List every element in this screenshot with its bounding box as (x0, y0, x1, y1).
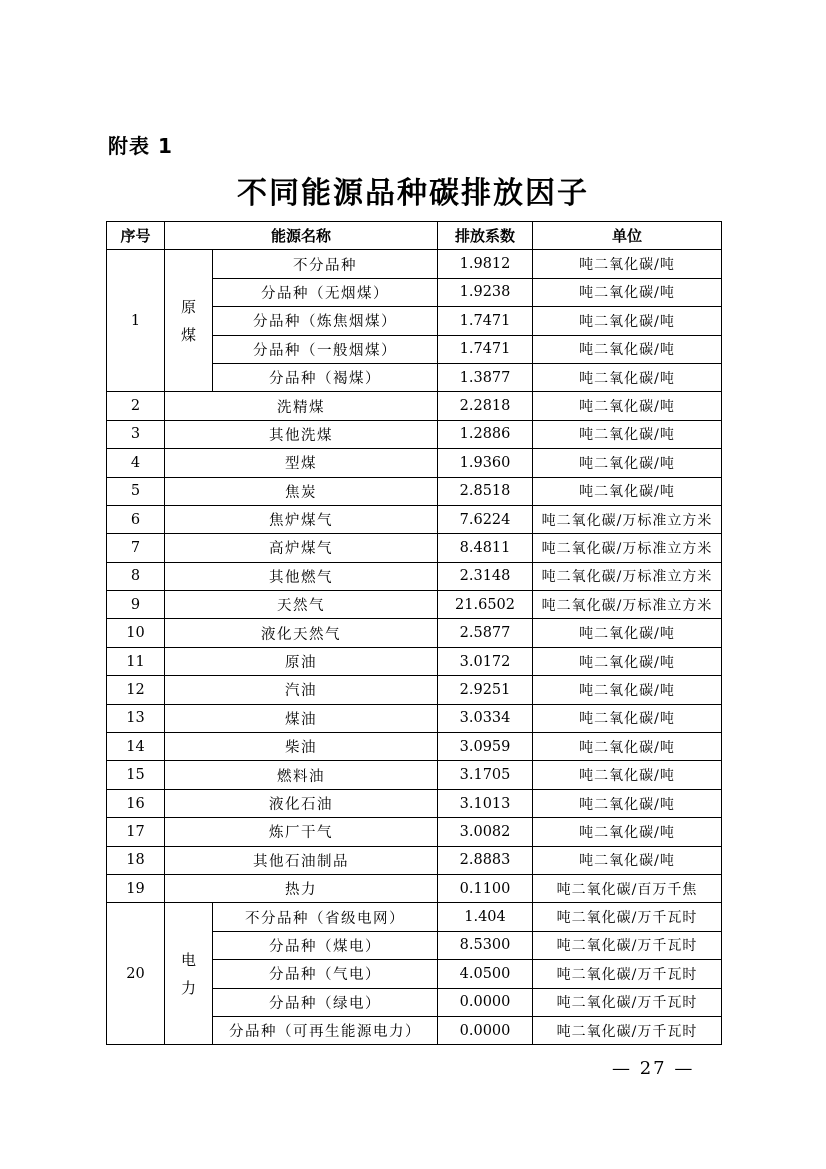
table-row (107, 619, 722, 647)
row-no: 5 (107, 477, 165, 505)
row-no: 3 (107, 420, 165, 448)
unit: 吨二氧化碳/吨 (533, 250, 722, 278)
energy-name: 其他石油制品 (165, 846, 438, 874)
emission-factor: 2.2818 (438, 392, 533, 420)
unit: 吨二氧化碳/万标准立方米 (533, 534, 722, 562)
emission-factor: 3.1705 (438, 761, 533, 789)
row-no: 15 (107, 761, 165, 789)
row-no: 12 (107, 676, 165, 704)
energy-name: 不分品种 (213, 250, 438, 278)
unit: 吨二氧化碳/万标准立方米 (533, 562, 722, 590)
unit: 吨二氧化碳/万千瓦时 (533, 1016, 722, 1044)
table-row (107, 647, 722, 675)
unit: 吨二氧化碳/万千瓦时 (533, 931, 722, 959)
category-raw-coal: 原 煤 (165, 250, 213, 392)
unit: 吨二氧化碳/吨 (533, 307, 722, 335)
emission-factor: 1.3877 (438, 363, 533, 391)
unit: 吨二氧化碳/万千瓦时 (533, 903, 722, 931)
unit: 吨二氧化碳/万标准立方米 (533, 505, 722, 533)
emission-factor: 0.0000 (438, 988, 533, 1016)
row-no: 20 (107, 903, 165, 1045)
category-electricity: 电 力 (165, 903, 213, 1045)
table-row (107, 449, 722, 477)
table-row (107, 250, 722, 278)
energy-name: 分品种（绿电） (213, 988, 438, 1016)
emission-factor: 3.0082 (438, 818, 533, 846)
unit: 吨二氧化碳/吨 (533, 789, 722, 817)
page-number: — 27 — (612, 1058, 695, 1079)
table-row (107, 846, 722, 874)
energy-name: 原油 (165, 647, 438, 675)
energy-name: 型煤 (165, 449, 438, 477)
unit: 吨二氧化碳/吨 (533, 477, 722, 505)
unit: 吨二氧化碳/吨 (533, 392, 722, 420)
table-row (107, 477, 722, 505)
row-no: 4 (107, 449, 165, 477)
energy-name: 天然气 (165, 591, 438, 619)
page-title: 不同能源品种碳排放因子 (237, 176, 589, 211)
table-row (107, 818, 722, 846)
table-row (107, 761, 722, 789)
emission-factor: 4.0500 (438, 960, 533, 988)
energy-name: 分品种（一般烟煤） (213, 335, 438, 363)
energy-name: 分品种（褐煤） (213, 363, 438, 391)
energy-name: 其他洗煤 (165, 420, 438, 448)
table-header-row (107, 222, 722, 250)
unit: 吨二氧化碳/万千瓦时 (533, 988, 722, 1016)
header-unit: 单位 (533, 222, 722, 250)
row-no: 6 (107, 505, 165, 533)
energy-name: 分品种（煤电） (213, 931, 438, 959)
row-no: 18 (107, 846, 165, 874)
unit: 吨二氧化碳/万千瓦时 (533, 960, 722, 988)
emission-factor: 1.9238 (438, 278, 533, 306)
unit: 吨二氧化碳/吨 (533, 619, 722, 647)
unit: 吨二氧化碳/吨 (533, 363, 722, 391)
table-row (107, 903, 722, 931)
row-no: 2 (107, 392, 165, 420)
table-row (107, 874, 722, 902)
unit: 吨二氧化碳/吨 (533, 335, 722, 363)
energy-name: 炼厂干气 (165, 818, 438, 846)
emission-factor: 2.5877 (438, 619, 533, 647)
emission-factor: 2.8518 (438, 477, 533, 505)
row-no: 9 (107, 591, 165, 619)
energy-name: 不分品种（省级电网） (213, 903, 438, 931)
table-row (107, 505, 722, 533)
emission-factor: 7.6224 (438, 505, 533, 533)
emission-factor: 0.1100 (438, 874, 533, 902)
emission-factor: 3.0334 (438, 704, 533, 732)
unit: 吨二氧化碳/吨 (533, 733, 722, 761)
table-row (107, 420, 722, 448)
unit: 吨二氧化碳/吨 (533, 846, 722, 874)
energy-name: 洗精煤 (165, 392, 438, 420)
unit: 吨二氧化碳/万标准立方米 (533, 591, 722, 619)
unit: 吨二氧化碳/吨 (533, 449, 722, 477)
unit: 吨二氧化碳/吨 (533, 761, 722, 789)
table-row (107, 392, 722, 420)
row-no: 1 (107, 250, 165, 392)
header-no: 序号 (107, 222, 165, 250)
row-no: 10 (107, 619, 165, 647)
emission-factor: 1.2886 (438, 420, 533, 448)
row-no: 8 (107, 562, 165, 590)
emission-factor: 8.5300 (438, 931, 533, 959)
unit: 吨二氧化碳/吨 (533, 676, 722, 704)
energy-name: 燃料油 (165, 761, 438, 789)
energy-name: 高炉煤气 (165, 534, 438, 562)
emission-factor: 1.7471 (438, 307, 533, 335)
energy-name: 焦炉煤气 (165, 505, 438, 533)
energy-name: 汽油 (165, 676, 438, 704)
energy-name: 液化石油 (165, 789, 438, 817)
unit: 吨二氧化碳/吨 (533, 420, 722, 448)
emission-factor: 2.8883 (438, 846, 533, 874)
row-no: 13 (107, 704, 165, 732)
table-row (107, 562, 722, 590)
energy-name: 分品种（炼焦烟煤） (213, 307, 438, 335)
row-no: 19 (107, 874, 165, 902)
unit: 吨二氧化碳/吨 (533, 704, 722, 732)
table-row (107, 591, 722, 619)
emission-factor: 21.6502 (438, 591, 533, 619)
energy-name: 分品种（气电） (213, 960, 438, 988)
energy-name: 液化天然气 (165, 619, 438, 647)
emission-factor: 1.9360 (438, 449, 533, 477)
row-no: 7 (107, 534, 165, 562)
energy-name: 焦炭 (165, 477, 438, 505)
emission-factor: 1.404 (438, 903, 533, 931)
row-no: 17 (107, 818, 165, 846)
emission-factor: 2.9251 (438, 676, 533, 704)
energy-name: 热力 (165, 874, 438, 902)
table-row (107, 789, 722, 817)
emission-factor: 2.3148 (438, 562, 533, 590)
energy-name: 其他燃气 (165, 562, 438, 590)
table-row (107, 704, 722, 732)
table-row (107, 676, 722, 704)
emission-factor: 3.0959 (438, 733, 533, 761)
emission-factor: 3.1013 (438, 789, 533, 817)
table-row (107, 733, 722, 761)
emission-factor: 8.4811 (438, 534, 533, 562)
emission-factor: 0.0000 (438, 1016, 533, 1044)
row-no: 16 (107, 789, 165, 817)
energy-name: 柴油 (165, 733, 438, 761)
unit: 吨二氧化碳/吨 (533, 818, 722, 846)
energy-name: 分品种（可再生能源电力） (213, 1016, 438, 1044)
emission-factor: 1.7471 (438, 335, 533, 363)
attachment-label: 附表 1 (108, 134, 173, 158)
emission-factor-table (106, 221, 722, 1045)
unit: 吨二氧化碳/吨 (533, 647, 722, 675)
header-name: 能源名称 (165, 222, 438, 250)
energy-name: 分品种（无烟煤） (213, 278, 438, 306)
emission-factor: 1.9812 (438, 250, 533, 278)
energy-name: 煤油 (165, 704, 438, 732)
header-factor: 排放系数 (438, 222, 533, 250)
unit: 吨二氧化碳/百万千焦 (533, 874, 722, 902)
row-no: 11 (107, 647, 165, 675)
emission-factor: 3.0172 (438, 647, 533, 675)
table-row (107, 534, 722, 562)
row-no: 14 (107, 733, 165, 761)
unit: 吨二氧化碳/吨 (533, 278, 722, 306)
